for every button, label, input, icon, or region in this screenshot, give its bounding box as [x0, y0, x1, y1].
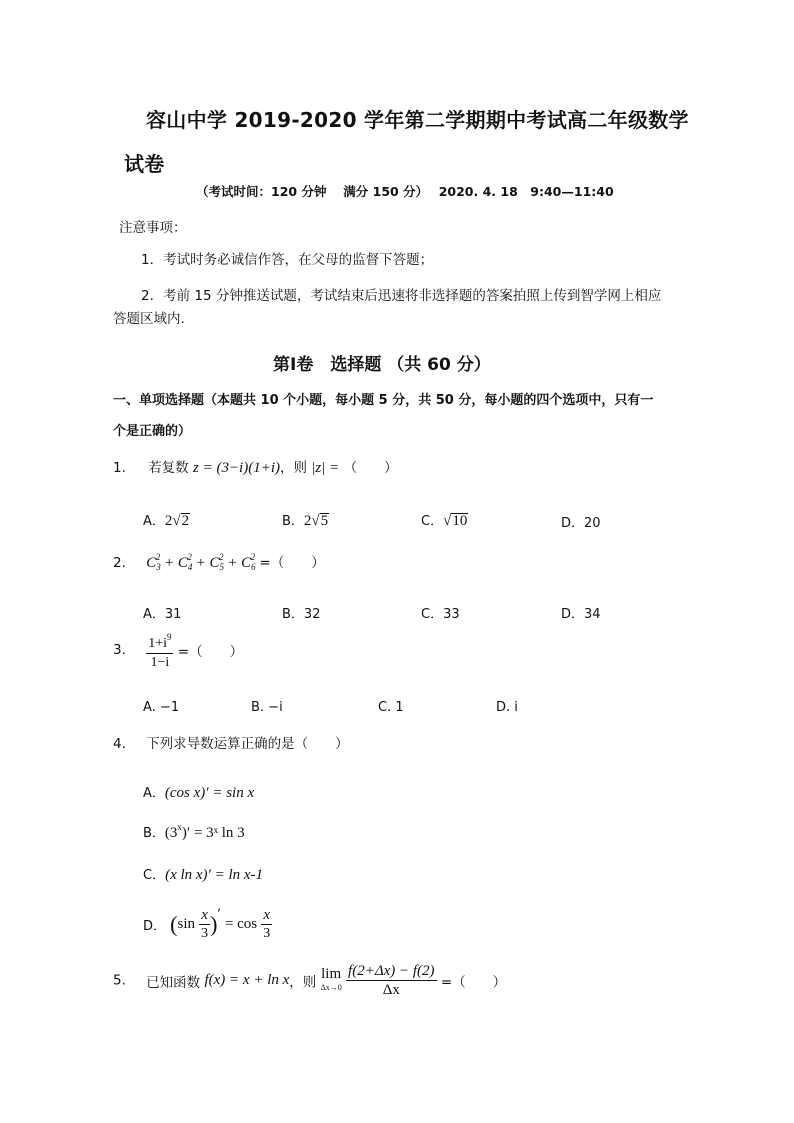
question-number: 4. — [113, 736, 126, 752]
q1-option-c: C．√10 — [421, 513, 468, 529]
question-text: 若复数 — [148, 460, 189, 476]
question-number: 1. — [113, 460, 126, 476]
q3-option-a: A. −1 — [143, 700, 180, 715]
question-expression-2: |z| = — [311, 460, 340, 476]
question-2 — [113, 551, 325, 572]
question-4 — [113, 732, 349, 752]
q2-option-b: B．32 — [282, 607, 321, 622]
q4-option-c: C．(x ln x)′ = ln x-1 — [143, 867, 264, 883]
section-title: 第Ⅰ卷 选择题 （共 60 分） — [273, 355, 491, 375]
question-expression: f(x) = x + ln x — [204, 972, 290, 988]
limit-operator: lim Δx→0 — [320, 965, 342, 992]
note-item-1: 1．考试时务必诚信作答，在父母的监督下答题； — [141, 252, 434, 268]
q1-option-a: A．2√2 — [143, 513, 190, 529]
q4-option-d: D． (sin $\frac{x}{3}$ )′ = cos $\frac{x}{3}$ — [143, 906, 271, 941]
question-fraction: $\frac{1+i^9}{1-i}$ — [146, 628, 173, 672]
question-text: 下列求导数运算正确的是（ ） — [146, 736, 349, 752]
question-text-2: ，则 — [289, 974, 317, 991]
note-item-2-cont: 答题区域内. — [113, 311, 185, 327]
question-text-2: ，则 — [280, 460, 308, 476]
answer-blank: （ ） — [343, 460, 398, 476]
q4-option-a: A．(cos x)′ = sin x — [143, 785, 255, 801]
question-expression: z = (3−i)(1+i) — [192, 460, 281, 476]
part-instructions-cont: 个是正确的） — [113, 424, 192, 439]
q3-option-c: C. 1 — [378, 700, 404, 715]
q2-option-d: D．34 — [561, 607, 601, 622]
q1-option-b: B．2√5 — [282, 513, 329, 529]
notes-heading: 注意事项： — [119, 220, 187, 236]
question-number: 2. — [113, 555, 126, 571]
q3-option-d: D. i — [496, 700, 518, 715]
part-instructions: 一、单项选择题（本题共 10 个小题，每小题 5 分，共 50 分，每小题的四个选项中，只有一 — [113, 393, 654, 408]
q2-option-c: C．33 — [421, 607, 460, 622]
q2-option-a: A．31 — [143, 607, 182, 622]
question-number: 5. — [113, 972, 126, 989]
question-text: 已知函数 — [146, 974, 201, 991]
q1-option-d: D．20 — [561, 516, 601, 531]
question-1 — [113, 456, 398, 477]
answer-blank: =（ ） — [259, 555, 325, 571]
question-5 — [113, 962, 506, 999]
question-expression: $C_3^2 + C_4^2 + C_5^2 + C_6^2$ — [146, 552, 256, 572]
exam-title-line2: 试卷 — [124, 152, 165, 176]
question-number: 3. — [113, 642, 126, 658]
q3-option-b: B. −i — [251, 700, 283, 715]
exam-title-line1: 容山中学 2019-2020 学年第二学期期中考试高二年级数学 — [146, 108, 689, 132]
answer-blank: =（ ） — [440, 974, 507, 991]
limit-fraction: $\frac{f(2+\Delta x) - f(2)}{\Delta x}$ — [348, 963, 435, 998]
exam-info: （考试时间：120 分钟 满分 150 分） 2020. 4. 18 9:40—11:40 — [196, 184, 614, 199]
note-item-2: 2．考前 15 分钟推送试题，考试结束后迅速将非选择题的答案拍照上传到智学网上相应 — [141, 288, 662, 304]
answer-blank: =（ ） — [177, 644, 244, 660]
q4-option-b: B．$(3^x)'$ = 3ˣ ln 3 — [143, 822, 245, 841]
question-3 — [113, 628, 243, 672]
